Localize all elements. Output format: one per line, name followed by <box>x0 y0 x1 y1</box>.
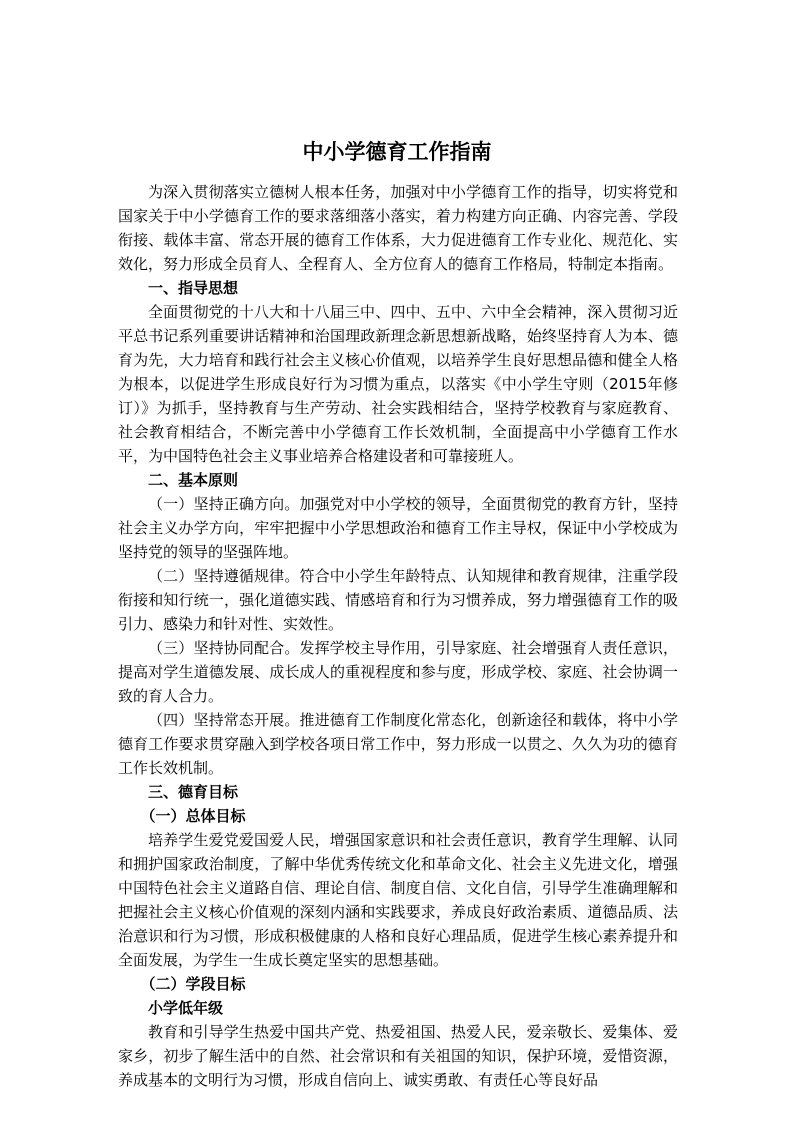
document-body <box>118 180 678 1092</box>
overall-goal-paragraph: 培养学生爱党爱国爱人民，增强国家意识和社会责任意识，教育学生理解、认同和拥护国家政治制度，了解中华优秀传统文化和革命文化、社会主义先进文化，增强中国特色社会主义道路自信、理论自信、制度自信、文化自信，引导学生准确理解和把握社会主义核心价值观的深刻内涵和实践要求，养成良好政治素质、道德品质、法治意识和行为习惯，形成积极健康的人格和良好心理品质，促进学生核心素养提升和全面发展，为学生一生成长奠定坚实的思想基础。 <box>118 831 678 969</box>
subsection-heading-overall-goal: （一）总体目标 <box>140 807 246 825</box>
stage-heading-primary-lower: 小学低年级 <box>148 999 224 1017</box>
principle-paragraph: （二）坚持遵循规律。符合中小学生年龄特点、认知规律和教育规律，注重学段衔接和知行统一，强化道德实践、情感培育和行为习惯养成，努力增强德育工作的吸引力、感染力和针对性、实效性。 <box>118 567 678 633</box>
subsection-heading-stage-goals: （二）学段目标 <box>140 975 246 993</box>
intro-paragraph: 为深入贯彻落实立德树人根本任务，加强对中小学德育工作的指导，切实将党和国家关于中小学德育工作的要求落细落小落实，着力构建方向正确、内容完善、学段衔接、载体丰富、常态开展的德育工作体系，大力促进德育工作专业化、规范化、实效化，努力形成全员育人、全程育人、全方位育人的德育工作格局，特制定本指南。 <box>118 183 678 273</box>
section-heading-basic-principles: 二、基本原则 <box>148 471 239 489</box>
section-heading-moral-goals: 三、德育目标 <box>148 783 239 801</box>
principle-paragraph: （一）坚持正确方向。加强党对中小学校的领导，全面贯彻党的教育方针，坚持社会主义办学方向，牢牢把握中小学思想政治和德育工作主导权，保证中小学校成为坚持党的领导的坚强阵地。 <box>118 495 678 561</box>
principle-paragraph: （三）坚持协同配合。发挥学校主导作用，引导家庭、社会增强育人责任意识，提高对学生道德发展、成长成人的重视程度和参与度，形成学校、家庭、社会协调一致的育人合力。 <box>118 639 678 705</box>
document-title: 中小学德育工作指南 <box>302 140 492 165</box>
stage-primary-lower-paragraph: 教育和引导学生热爱中国共产党、热爱祖国、热爱人民，爱亲敬长、爱集体、爱家乡，初步了解生活中的自然、社会常识和有关祖国的知识，保护环境，爱惜资源，养成基本的文明行为习惯，形成自信向上、诚实勇敢、有责任心等良好品 <box>118 1023 678 1089</box>
guiding-ideology-paragraph: 全面贯彻党的十八大和十八届三中、四中、五中、六中全会精神，深入贯彻习近平总书记系列重要讲话精神和治国理政新理念新思想新战略，始终坚持育人为本、德育为先，大力培育和践行社会主义核心价值观，以培养学生良好思想品德和健全人格为根本，以促进学生形成良好行为习惯为重点，以落实《中小学生守则（2015年修订）》为抓手，坚持教育与生产劳动、社会实践相结合，坚持学校教育与家庭教育、社会教育相结合，不断完善中小学德育工作长效机制，全面提高中小学德育工作水平，为中国特色社会主义事业培养合格建设者和可靠接班人。 <box>118 303 678 465</box>
section-heading-guiding-ideology: 一、指导思想 <box>148 279 239 297</box>
principle-paragraph: （四）坚持常态开展。推进德育工作制度化常态化，创新途径和载体，将中小学德育工作要求贯穿融入到学校各项日常工作中，努力形成一以贯之、久久为功的德育工作长效机制。 <box>118 711 678 777</box>
